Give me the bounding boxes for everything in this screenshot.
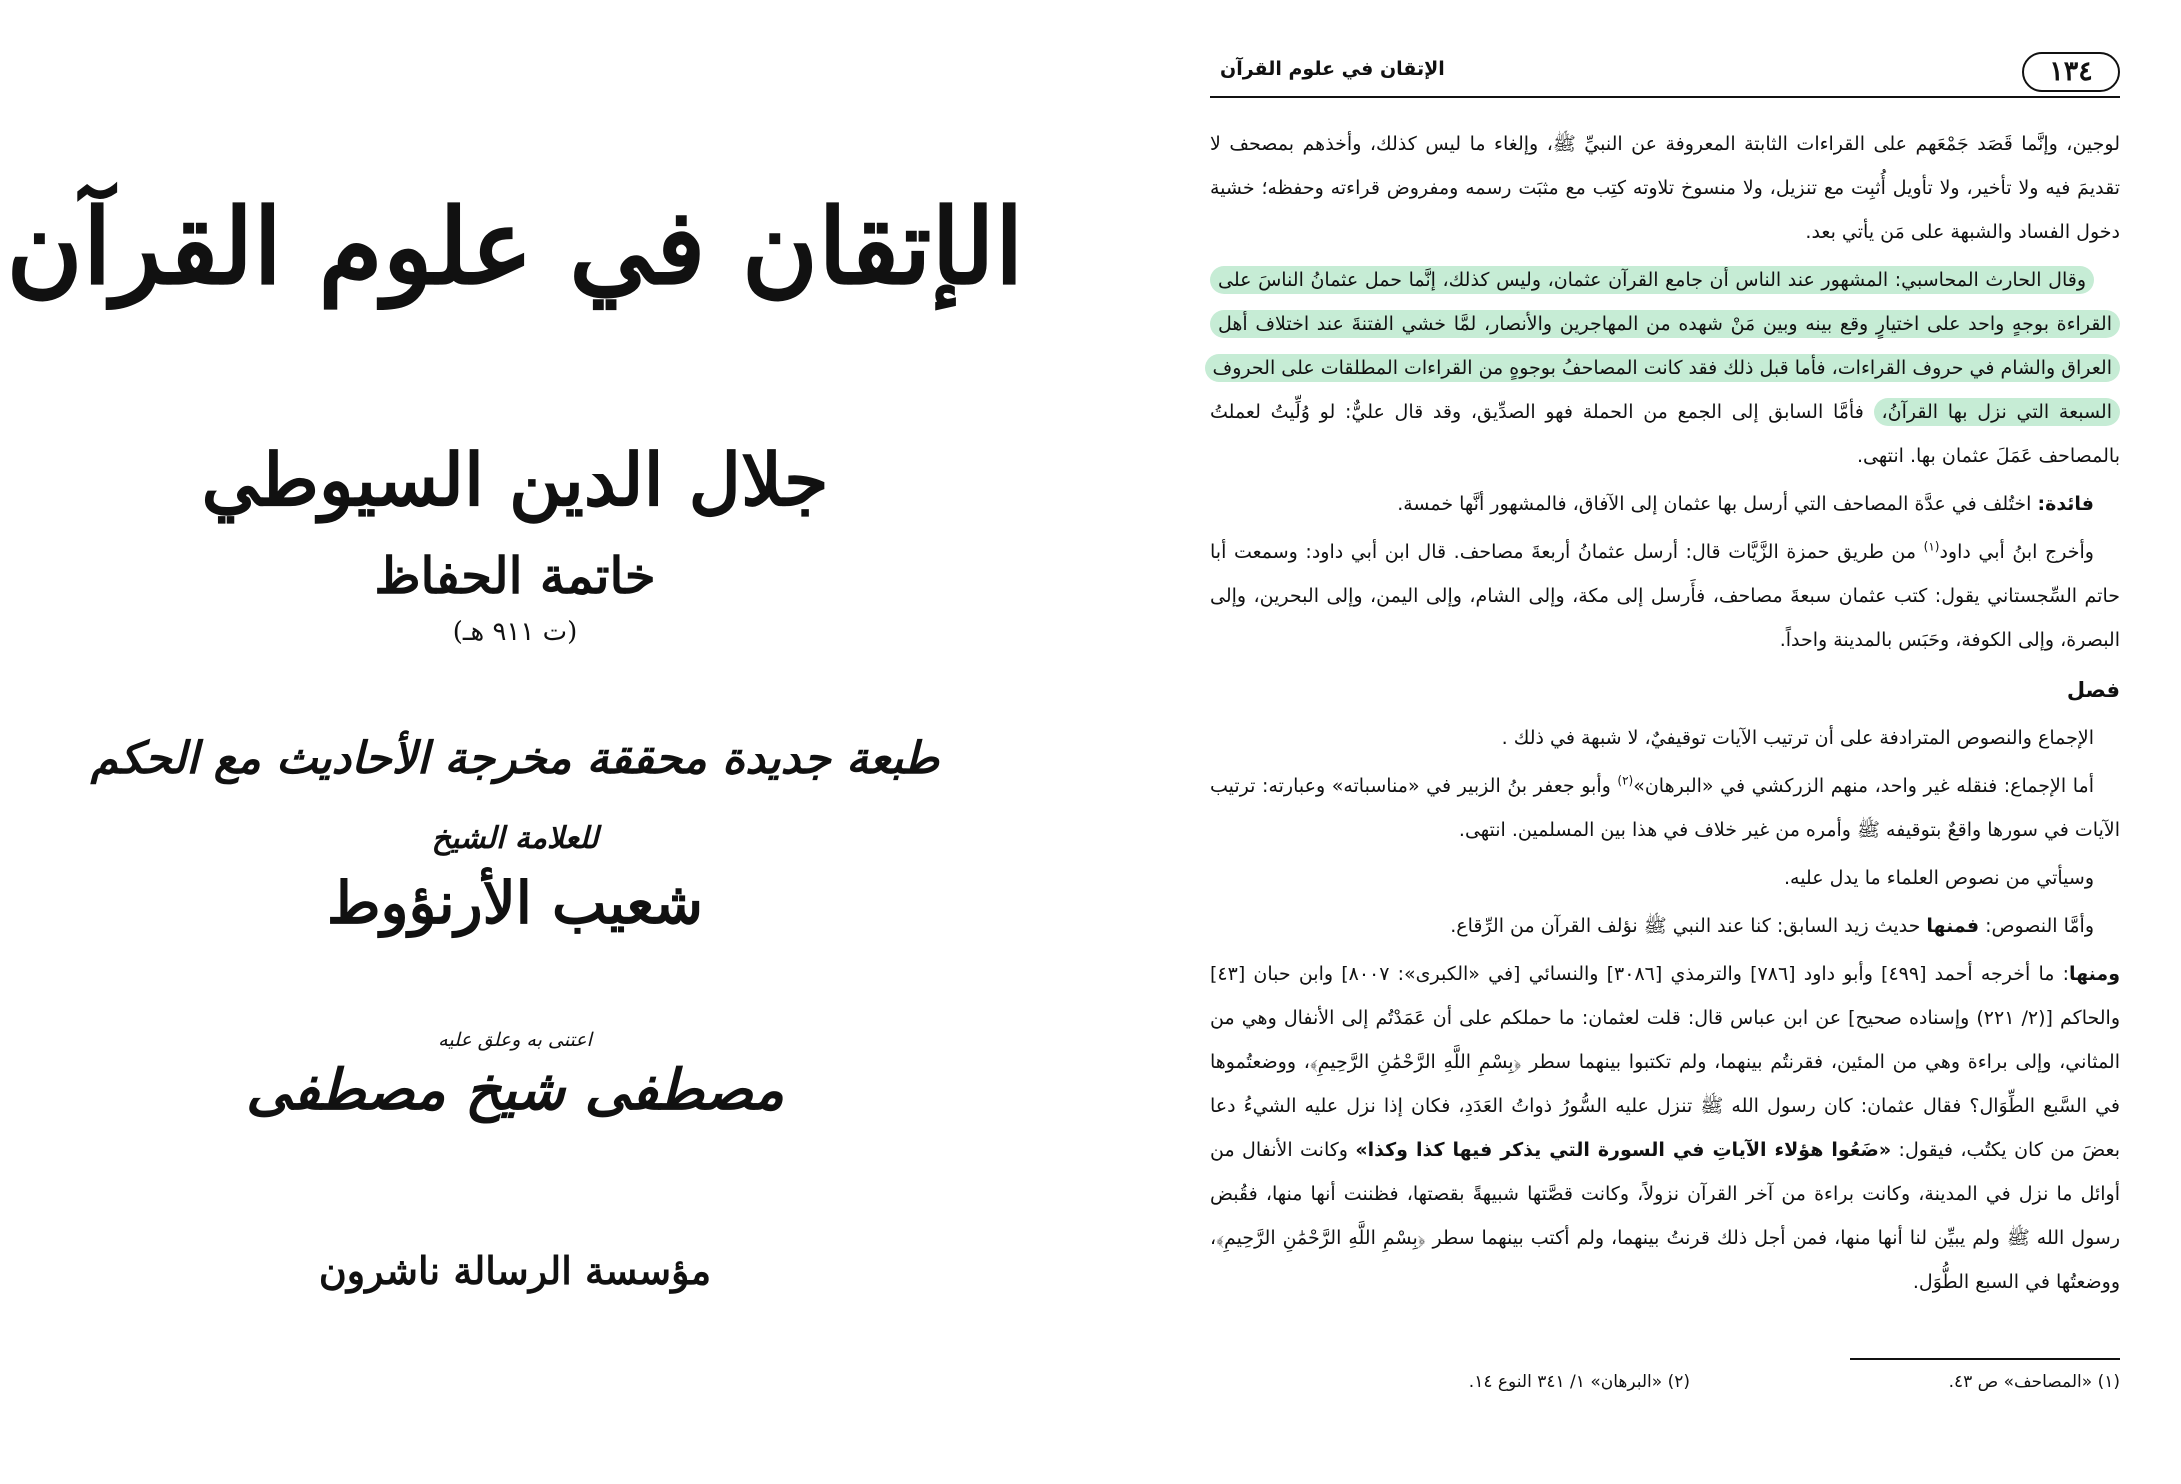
- title-page: [0, 0, 1080, 1484]
- paragraph-text: وكانت الأنفال من أوائل ما نزل في المدينة، وكانت براءة من آخر القرآن نزولاً، وكانت قصَّتها شبيهةً بقصتها، فظننت أنها منها، فقُبض رسول الله ﷺ ولم يبيِّن لنا أنها منها، فمن أجل ذلك قرنتُ بينهما، ولم أكتب بينهما سطر ﴿بِسْمِ اللَّهِ الرَّحْمَٰنِ الرَّحِيمِ﴾، ووضعتُها في السبع الطُّوَل.: [1210, 1139, 2120, 1293]
- text-page: [1210, 0, 2120, 1484]
- paragraph-text: : ما أخرجه أحمد [٤٩٩] وأبو داود [٧٨٦] والترمذي [٣٠٨٦] والنسائي [في «الكبرى»: ٨٠٠٧] وابن حبان [٤٣] والحاكم [(٢/ ٢٢١) وإسناده صحيح] عن ابن عباس قال: قلت لعثمان: ما حملكم على أن عَمَدْتُم إلى الأنفال وهي من المثاني، وإلى براءة وهي من المئين، فقرنتُم بينهما، ولم تكتبوا بينهما سطر ﴿بِسْمِ اللَّهِ الرَّحْمَٰنِ الرَّحِيمِ﴾، ووضعتُموها في السَّبع الطِّوَال؟ فقال عثمان: كان رسول الله ﷺ تنزل عليه السُّورُ ذواتُ العَدَدِ، فكان إذا نزل عليه الشيءُ دعا بعضَ من كان يكتُب، فيقول:: [1210, 963, 2121, 1161]
- cared-by-name: مصطفى شيخ مصطفى: [246, 1057, 784, 1123]
- paragraph-bold: فمنها: [1926, 915, 1980, 937]
- footnote: (٢) «البرهان» ١/ ٣٤١ النوع ١٤.: [1468, 1372, 1690, 1392]
- header-rule: [1210, 96, 2120, 98]
- paragraph: [1210, 482, 2120, 526]
- running-title: الإتقان في علوم القرآن: [1220, 58, 1445, 80]
- paragraph-text: وأمَّا النصوص:: [1979, 915, 2094, 937]
- paragraph: [1210, 530, 2120, 662]
- paragraph: [1210, 764, 2120, 852]
- paragraph-lead: ومنها: [2069, 963, 2121, 985]
- footnote-rule: [1850, 1358, 2120, 1360]
- author-death-date: (ت ٩١١ هـ): [452, 617, 578, 647]
- running-head: [1210, 52, 2120, 96]
- editor-title: للعلامة الشيخ: [431, 821, 599, 856]
- main-title: الإتقان في علوم القرآن: [6, 185, 1024, 308]
- body-text: [1210, 122, 2120, 1308]
- paragraph-text: وأخرج ابنُ أبي داود: [1939, 541, 2094, 563]
- cared-by-label: اعتنى به وعلق عليه: [438, 1029, 592, 1051]
- paragraph-text: فأمَّا السابق إلى الجمع من الحملة فهو الصدِّيق، وقد قال عليٌّ: لو وُلِّيتُ لعملتُ بالمصاحف عَمَلَ عثمان بها. انتهى.: [1210, 401, 2120, 467]
- paragraph-highlighted: [1210, 258, 2120, 478]
- highlighted-passage: وقال الحارث المحاسبي: المشهور عند الناس أن جامع القرآن عثمان، وليس كذلك، إنَّما حمل عثمانُ الناسَ على القراءة بوجهٍ واحد على اختيارٍ وقع بينه وبين مَنْ شهده من المهاجرين والأنصار، لمَّا خشي الفتنةَ عند اختلاف أهل العراق والشام في حروف القراءات، فأما قبل ذلك فقد كانت المصاحفُ بوجوهٍ من القراءات المطلقات على الحروف السبعة التي نزل بها القرآنُ،: [1205, 266, 2120, 426]
- paragraph-text: وأبو جعفر بنُ الزبير في «مناسباته» وعبارته: ترتيب الآيات في سورها واقعٌ بتوقيفه ﷺ وأمره من غير خلاف في هذا بين المسلمين. انتهى.: [1210, 775, 2120, 841]
- section-heading: فصل: [2066, 678, 2120, 702]
- author-name: جلال الدين السيوطي: [201, 437, 829, 522]
- footnote-ref: (١): [1923, 539, 1940, 554]
- page-number: ١٣٤: [2022, 52, 2120, 92]
- footnote: (١) «المصاحف» ص ٤٣.: [1948, 1372, 2120, 1392]
- paragraph: [1210, 952, 2120, 1304]
- paragraph-text: أما الإجماع: فنقله غير واحد، منهم الزركشي في «البرهان»: [1633, 775, 2094, 797]
- paragraph: [1210, 904, 2120, 948]
- paragraph: الإجماع والنصوص المترادفة على أن ترتيب الآيات توقيفيٌ، لا شبهة في ذلك .: [1501, 727, 2094, 749]
- edition-statement: طبعة جديدة محققة مخرجة الأحاديث مع الحكم: [90, 733, 940, 784]
- paragraph: لوجين، وإنَّما قَصَد جَمْعَهم على القراءات الثابتة المعروفة عن النبيِّ ﷺ، وإلغاء ما ليس كذلك، وأخذهم بمصحف لا تقديمَ فيه ولا تأخير، ولا تأويل أُثبِت مع تنزيل، ولا منسوخ تلاوته كتِب مع مثبَت رسمه ومفروض قراءته وحفظه؛ خشية دخول الفساد والشبهة على مَن يأتي بعد.: [1210, 133, 2120, 243]
- editor-name: شعيب الأرنؤوط: [326, 869, 704, 937]
- publisher-name: مؤسسة الرسالة ناشرون: [318, 1248, 712, 1293]
- paragraph-text: اختُلف في عدَّة المصاحف التي أرسل بها عثمان إلى الآفاق، فالمشهور أنَّها خمسة.: [1397, 493, 2038, 515]
- footnote-ref: (٢): [1617, 773, 1634, 788]
- paragraph: وسيأتي من نصوص العلماء ما يدل عليه.: [1783, 867, 2094, 889]
- paragraph-text: حديث زيد السابق: كنا عند النبي ﷺ نؤلف القرآن من الرِّقاع.: [1450, 915, 1927, 937]
- paragraph-bold: «ضَعُوا هؤلاء الآياتِ في السورة التي يذكر فيها كذا وكذا»: [1355, 1139, 1892, 1161]
- paragraph-lead: فائدة:: [2037, 493, 2094, 515]
- footnotes: [1210, 1372, 2120, 1402]
- paragraph-text: من طريق حمزة الزَّيَّات قال: أرسل عثمانُ أربعةَ مصاحف. قال ابن أبي داود: وسمعت أبا حاتم السِّجستاني يقول: كتب عثمان سبعةَ مصاحف، فأَرسل إلى مكة، وإلى الشام، وإلى اليمن، وإلى البحرين، وإلى البصرة، وإلى الكوفة، وحَبَس بالمدينة واحداً.: [1210, 541, 2120, 651]
- author-epithet: خاتمة الحفاظ: [374, 546, 656, 605]
